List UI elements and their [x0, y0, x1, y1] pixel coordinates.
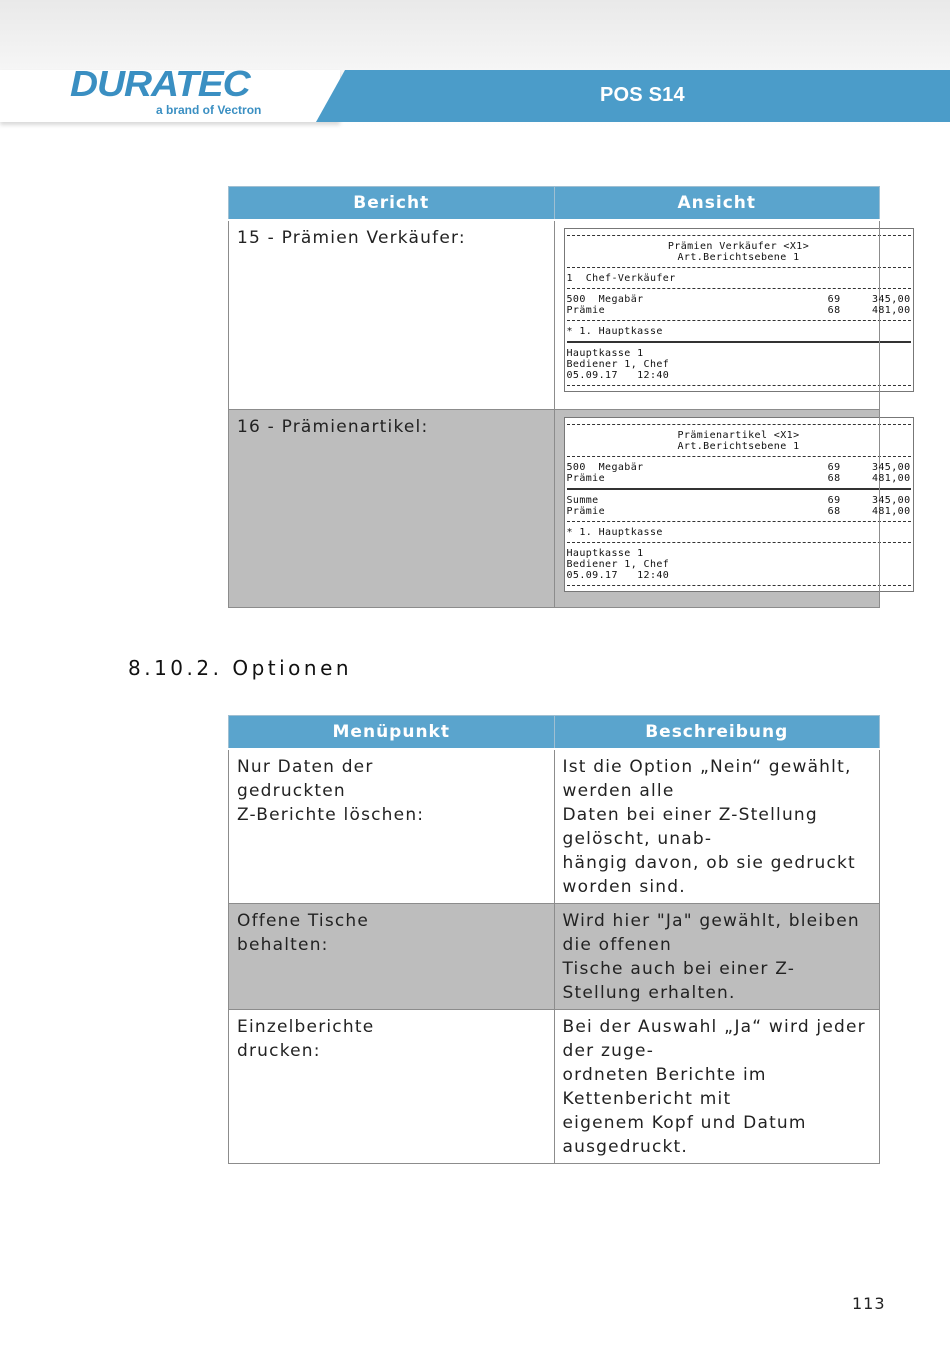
table-header-row: [229, 187, 880, 221]
receipt-register-line: * 1. Hauptkasse: [566, 326, 663, 337]
receipt-title: Prämien Verkäufer <X1>: [667, 241, 810, 252]
brand-subtitle: a brand of Vectron: [156, 103, 262, 117]
receipt-footer: Hauptkasse 1: [566, 547, 644, 559]
reports-table: [228, 186, 911, 608]
receipt-footer: Hauptkasse 1: [566, 348, 644, 359]
receipt-register-line: * 1. Hauptkasse: [566, 526, 663, 538]
receipt-praemien-verkaeufer: [564, 228, 914, 392]
duratec-logo: [70, 68, 300, 102]
report-preview-cell: [554, 220, 911, 409]
table-row: [229, 749, 880, 904]
receipt-footer: Bediener 1, Chef: [566, 359, 670, 370]
receipt-seller: 1 Chef-Verkäufer: [566, 273, 676, 284]
page-number: 113: [852, 1294, 886, 1313]
column-header-beschreibung: Beschreibung: [554, 716, 880, 750]
table-row: [229, 904, 880, 1010]
option-name: Offene Tische behalten:: [229, 904, 555, 1010]
receipt-footer: 05.09.17 12:40: [566, 569, 670, 581]
logo-text: DURATEC: [70, 68, 250, 102]
option-description: Bei der Auswahl „Ja“ wird jeder der zuge- ordneten Berichte im Kettenbericht mit eigenem Kopf und Datum ausgedruckt.: [554, 1010, 880, 1164]
receipt-praemienartikel: [564, 417, 914, 592]
option-name: Einzelberichte drucken:: [229, 1010, 555, 1164]
column-header-ansicht: Ansicht: [554, 187, 880, 221]
table-row: [229, 220, 880, 409]
receipt-line: 500 Megabär 69 345,00: [566, 461, 911, 473]
receipt-footer: 05.09.17 12:40: [566, 370, 670, 381]
option-description: Ist die Option „Nein“ gewählt, werden alle Daten bei einer Z-Stellung gelöscht, unab- hängig davon, ob sie gedruckt worden sind.: [554, 749, 880, 904]
report-label: [229, 409, 555, 607]
receipt-subtitle: Art.Berichtsebene 1: [677, 440, 800, 452]
table-header-row: [229, 716, 880, 750]
receipt-sum-line: Prämie 68 481,00: [566, 505, 911, 517]
receipt-line: 500 Megabär 69 345,00: [566, 294, 911, 305]
report-label-text: 16 - Prämienartikel:: [237, 416, 429, 437]
receipt-title: Prämienartikel <X1>: [677, 429, 800, 441]
report-label-text: 15 - Prämien Verkäufer:: [237, 228, 466, 248]
receipt-subtitle: Art.Berichtsebene 1: [677, 252, 800, 263]
receipt-line: Prämie 68 481,00: [566, 472, 911, 484]
section-title: 8.10.2. Optionen: [128, 656, 353, 680]
receipt-footer: Bediener 1, Chef: [566, 558, 670, 570]
option-name: Nur Daten der gedruckten Z-Berichte löschen:: [229, 749, 555, 904]
options-table: [228, 715, 880, 1164]
report-preview-cell: [554, 409, 911, 607]
column-header-bericht: Bericht: [229, 187, 555, 221]
column-header-menuepunkt: Menüpunkt: [229, 716, 555, 750]
receipt-line: Prämie 68 481,00: [566, 305, 911, 316]
table-row: [229, 409, 880, 607]
table-row: [229, 1010, 880, 1164]
report-label: [229, 220, 555, 409]
option-description: Wird hier "Ja" gewählt, bleiben die offenen Tische auch bei einer Z-Stellung erhalten.: [554, 904, 880, 1010]
product-title: POS S14: [600, 84, 685, 106]
receipt-sum-line: Summe 69 345,00: [566, 494, 911, 506]
